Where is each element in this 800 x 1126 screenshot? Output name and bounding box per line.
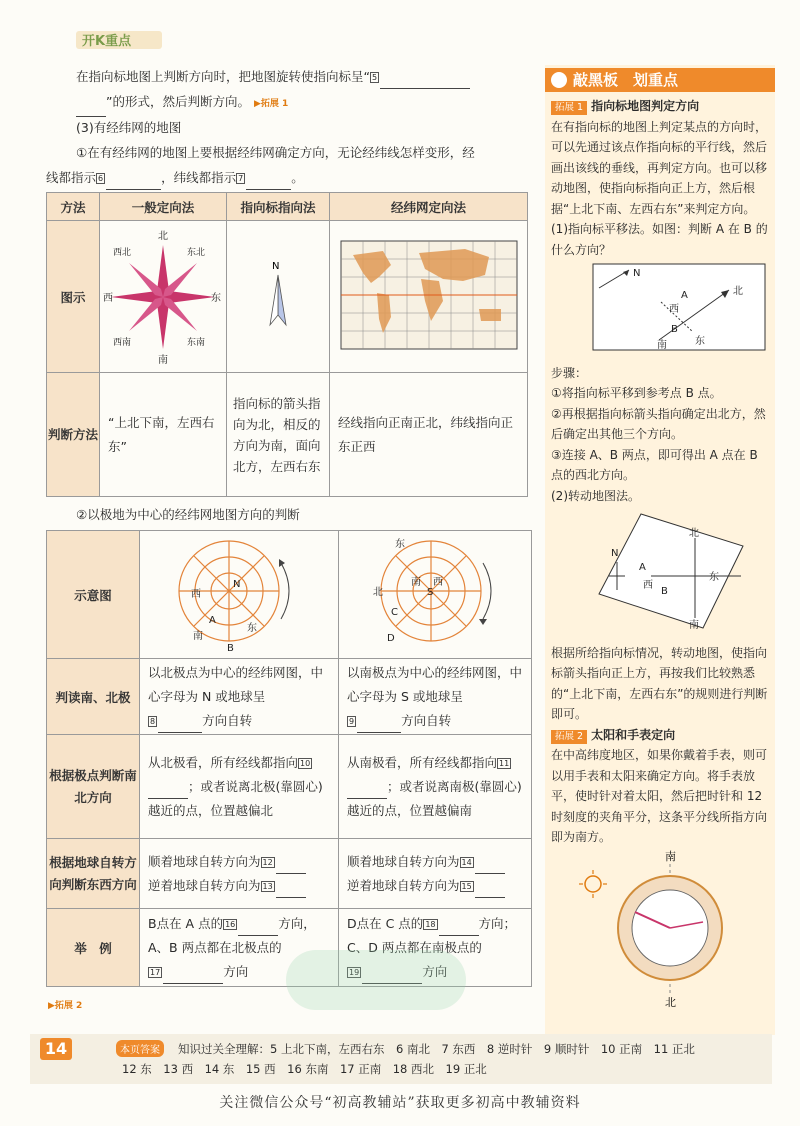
blank-number: 15 (461, 881, 472, 891)
d2-b: B (661, 586, 668, 597)
sidebar-heading-1: 指向标地图判定方向 (591, 99, 700, 113)
row-label-example: 举 例 (47, 909, 140, 987)
world-map-cell (330, 221, 528, 373)
np-east: 东 (247, 623, 257, 634)
d1-n: N (633, 268, 641, 279)
sidebar-text-3: (2)转动地图法。 (551, 488, 640, 503)
np-point-a: A (209, 615, 216, 626)
sp-point-d: D (387, 633, 395, 644)
pointer-arrow-cell (227, 221, 330, 373)
blank-number: 13 (262, 881, 273, 891)
th-general: 一般定向法 (100, 193, 227, 221)
pointer-method-text: 指向标的箭头指向为北，相反的方向为南，面向北方，左西右东 (227, 373, 330, 497)
sp-identify-text: 以南极点为中心的经纬网图，中心字母为 S 或地球呈 (347, 664, 523, 704)
sidebar-text-1: 在有指向标的地图上判定某点的方向时，可以先通过该点作指向标的平行线，然后画出该线的垂线，再判定方向。也可以移动地图，使指向标指向正上方，然后根据“上北下南、左西右东”来判定方向。 (551, 119, 768, 216)
section3-text-d: 。 (291, 170, 304, 185)
sidebar-step-1: ①将指向标平移到参考点 B 点。 (551, 386, 722, 400)
compass-se: 东南 (187, 338, 206, 348)
compass-sw: 西南 (113, 338, 132, 348)
np-ns-tail: ；或者说离北极(靠圆心)越近的点，位置越偏北 (148, 778, 323, 818)
sidebar-text-5: 在中高纬度地区，如果你戴着手表，则可以用手表和太阳来确定方向。将手表放平，使时针对着太阳，然后把时针和 12 时刻度的夹角平分，这条平分线所指方向即为南方。 (551, 748, 768, 844)
section3-paragraph (46, 140, 531, 190)
blank-14[interactable] (475, 860, 505, 874)
np-center: N (233, 579, 241, 590)
d2-e: 东 (709, 572, 719, 583)
watch-north: 北 (665, 995, 676, 1008)
north-ns-rule (140, 735, 339, 839)
blank-number: 11 (499, 758, 510, 768)
sidebar-tag-1: 拓展 1 (551, 101, 587, 115)
np-south: 南 (193, 631, 203, 642)
blank-number: 12 (262, 857, 273, 867)
blank-11[interactable] (347, 785, 387, 799)
sp-example-a: D点在 C 点的 (347, 915, 424, 931)
compass-s: 南 (158, 355, 168, 365)
south-ns-rule (339, 735, 532, 839)
d1-north: 北 (733, 286, 743, 297)
blank-number: 7 (238, 174, 244, 183)
row-label-figure: 图示 (47, 221, 100, 373)
d1-b: B (671, 324, 678, 335)
np-example-b: 方向，A、B 两点都在北极点的 (148, 915, 316, 955)
np-example-a: B点在 A 点的 (148, 915, 224, 931)
blank-5[interactable] (380, 75, 470, 89)
d2-w: 西 (643, 580, 653, 591)
sp-example-b: 方向；C、D 两点都在南极点的 (347, 915, 517, 955)
blank-16[interactable] (238, 922, 278, 936)
np-west: 西 (191, 589, 201, 600)
answers-label: 本页答案 (116, 1040, 164, 1057)
compass-rose-icon (103, 225, 223, 365)
blank-7[interactable] (246, 176, 291, 190)
row-label-ns: 根据极点判断南北方向 (47, 735, 140, 839)
d1-a: A (681, 290, 688, 301)
page-number: 14 (40, 1038, 72, 1060)
compass-e: 东 (211, 293, 221, 304)
map-rotation-diagram-icon (591, 506, 751, 636)
sp-center: S (427, 587, 434, 598)
compass-w: 西 (103, 293, 113, 304)
sun-watch-diagram-icon (565, 848, 755, 1008)
north-arrow-label: N (272, 261, 280, 272)
d2-n: N (611, 548, 619, 559)
sidebar-content (551, 96, 769, 1014)
sp-ew-b: 逆着地球自转方向为 (347, 877, 460, 893)
d1-w: 西 (669, 304, 679, 315)
section3-text-b: 线都指示 (46, 170, 97, 185)
row-label-diagram: 示意图 (47, 531, 140, 659)
blank-number: 8 (150, 716, 156, 726)
polar-map-table (46, 530, 532, 987)
section3-text-a: ①在有经纬网的地图上要根据经纬网确定方向，无论经纬线怎样变形，经 (76, 145, 475, 160)
extension-tag-2[interactable]: ▶拓展 2 (48, 1001, 83, 1011)
np-ew-b: 逆着地球自转方向为 (148, 877, 261, 893)
sp-example-c: 方向 (422, 963, 448, 979)
sidebar-step-2: ②再根据指向标箭头指向确定出北方，然后确定出其他三个方向。 (551, 406, 766, 441)
blank-18[interactable] (439, 922, 479, 936)
north-ew-rule (140, 839, 339, 909)
sidebar-step-3: ③连接 A、B 两点，即可得出 A 点在 B 点的西北方向。 (551, 447, 758, 482)
world-grid-map-icon (339, 239, 519, 351)
sidebar-heading-2: 太阳和手表定向 (591, 727, 676, 742)
sp-east: 东 (395, 539, 405, 550)
sp-ew-a: 顺着地球自转方向为 (347, 853, 460, 869)
np-ew-a: 顺着地球自转方向为 (148, 853, 261, 869)
blank-number: 16 (225, 919, 236, 929)
footer-note: 关注微信公众号“初高教辅站”获取更多初高中教辅资料 (219, 1095, 581, 1111)
sidebar-text-2: (1)指向标平移法。如图：判断 A 在 B 的什么方向？ (551, 222, 768, 257)
blank-number: 9 (349, 716, 355, 726)
north-arrow-icon (258, 255, 298, 335)
d1-e: 东 (695, 336, 705, 347)
th-pointer: 指向标指向法 (227, 193, 330, 221)
np-identify-text: 以北极点为中心的经纬网图，中心字母为 N 或地球呈 (148, 664, 324, 704)
blank-number: 18 (425, 919, 436, 929)
south-polar-diagram-icon (365, 533, 505, 653)
blank-6[interactable] (106, 176, 161, 190)
sidebar-title: 敲黑板 划重点 (573, 71, 679, 89)
section3-title: (3)有经纬网的地图 (76, 120, 182, 135)
compass-rose-cell (100, 221, 227, 373)
blank-8[interactable] (158, 719, 202, 733)
d2-s: 南 (689, 620, 699, 631)
th-grid: 经纬网定向法 (330, 193, 528, 221)
south-pole-identify (339, 659, 532, 735)
blank-number: 10 (300, 758, 311, 768)
south-polar-cell (339, 531, 532, 659)
sp-identify-tail: 方向自转 (401, 712, 452, 728)
np-identify-tail: 方向自转 (202, 712, 253, 728)
north-polar-cell (140, 531, 339, 659)
compass-nw: 西北 (113, 248, 132, 258)
compass-ne: 东北 (187, 248, 206, 258)
watermark-text (286, 950, 466, 1017)
north-polar-diagram-icon (169, 533, 309, 653)
compass-n: 北 (158, 231, 168, 242)
row-label-judgement: 判断方法 (47, 373, 100, 497)
sidebar-tag-2: 拓展 2 (551, 730, 587, 744)
pointer-translation-diagram-icon (589, 260, 769, 356)
blank-number: 14 (461, 857, 472, 867)
brand-logo (76, 29, 162, 51)
sp-west: 西 (433, 577, 443, 588)
sidebar-text-4: 根据所给指向标情况，转动地图，使指向标箭头指向正上方，再按我们比较熟悉的“上北下南，左西右东”的规则进行判断即可。 (551, 645, 768, 721)
row-label-poles: 判读南、北极 (47, 659, 140, 735)
row-label-ew: 根据地球自转方向判断东西方向 (47, 839, 140, 909)
np-point-b: B (227, 643, 234, 653)
blank-13[interactable] (276, 884, 306, 898)
d1-s: 南 (657, 340, 667, 351)
watch-south: 南 (665, 849, 676, 863)
sidebar-header (545, 68, 775, 92)
intro-paragraph (76, 64, 531, 117)
th-method: 方法 (47, 193, 100, 221)
sp-south: 南 (411, 577, 421, 588)
d2-north: 北 (689, 528, 699, 539)
blank-number: 19 (349, 967, 360, 977)
sp-point-c: C (391, 607, 398, 618)
blank-10[interactable] (148, 785, 188, 799)
blank-9[interactable] (357, 719, 401, 733)
intro-line2: ”的形式，然后判断方向。 (106, 94, 250, 109)
logo-text: 开K重点 (82, 34, 132, 49)
blank-17[interactable] (163, 970, 223, 984)
south-ew-rule (339, 839, 532, 909)
sp-north: 北 (373, 587, 383, 598)
section3-text-c: ，纬线都指示 (161, 170, 237, 185)
intro-line1: 在指向标地图上判断方向时，把地图旋转使指向标呈“ (76, 69, 370, 84)
direction-methods-table (46, 192, 528, 497)
blank-number: 17 (150, 967, 161, 977)
blank-12[interactable] (276, 860, 306, 874)
np-example-c: 方向 (223, 963, 249, 979)
blank-number: 5 (371, 73, 378, 82)
extension-tag-1[interactable]: ▶拓展 1 (253, 99, 289, 109)
np-ns-text: 从北极看，所有经线都指向 (148, 754, 299, 770)
sp-ns-tail: ；或者说离南极(靠圆心)越近的点，位置越偏南 (347, 778, 522, 818)
d2-a: A (639, 562, 646, 573)
sp-ns-text: 从南极看，所有经线都指向 (347, 754, 498, 770)
north-pole-identify (140, 659, 339, 735)
polar-section-title: ②以极地为中心的经纬网地图方向的判断 (76, 507, 300, 522)
blank-number: 6 (98, 174, 104, 183)
answers-line-2: 12 东 13 西 14 东 15 西 16 东南 17 正南 18 西北 19 正北 (122, 1062, 487, 1076)
general-method-text: “上北下南，左西右东” (100, 373, 227, 497)
blank-15[interactable] (475, 884, 505, 898)
answers-line-1: 知识过关全理解：5 上北下南，左西右东 6 南北 7 东西 8 逆时针 9 顺时针 10 正南 11 正北 (178, 1042, 695, 1056)
sidebar-steps-title: 步骤： (551, 365, 588, 380)
grid-method-text: 经线指向正南正北，纬线指向正东正西 (330, 373, 528, 497)
